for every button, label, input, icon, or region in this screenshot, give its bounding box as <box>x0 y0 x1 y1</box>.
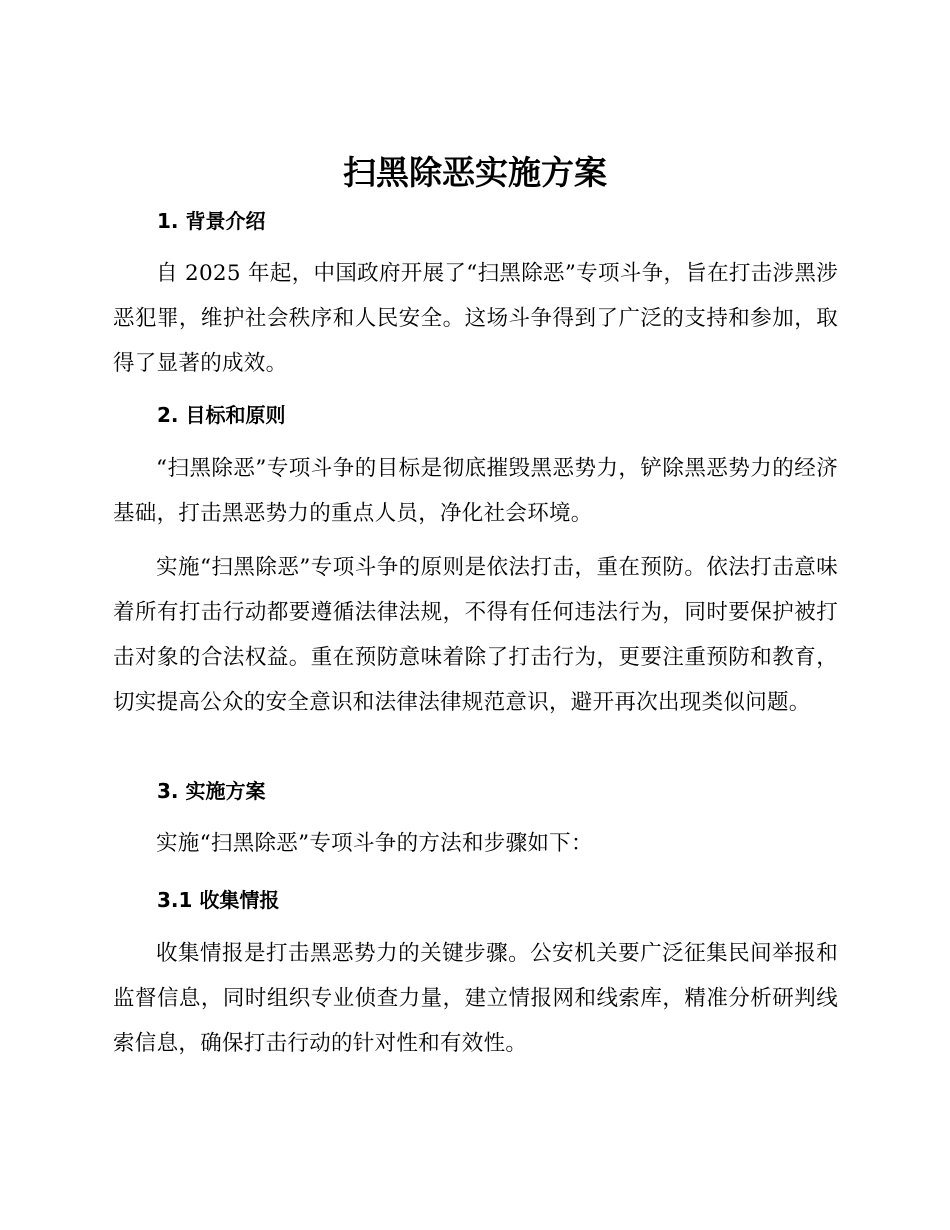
section-heading-background: 1. 背景介绍 <box>157 209 266 233</box>
document-title: 扫黑除恶实施方案 <box>343 153 607 192</box>
section-heading-plan: 3. 实施方案 <box>157 779 266 803</box>
paragraph-intelligence: 收集情报是打击黑恶势力的关键步骤。公安机关要广泛征集民间举报和监督信息，同时组织专业侦查力量，建立情报网和线索库，精准分析研判线索信息，确保打击行动的针对性和有效性。 <box>113 941 838 1056</box>
paragraph-plan-intro: 实施“扫黑除恶”专项斗争的方法和步骤如下： <box>156 831 593 856</box>
paragraph-principles: 实施“扫黑除恶”专项斗争的原则是依法打击，重在预防。依法打击意味着所有打击行动都要遵循法律法规，不得有任何违法行为，同时要保护被打击对象的合法权益。重在预防意味着除了打击行为，更要注重预防和教育，切实提高公众的安全意识和法律法律规范意识，避开再次出现类似问题。 <box>113 555 838 715</box>
paragraph-background: 自 2025 年起，中国政府开展了“扫黑除恶”专项斗争，旨在打击涉黑涉恶犯罪，维护社会秩序和人民安全。这场斗争得到了广泛的支持和参加，取得了显著的成效。 <box>113 261 838 376</box>
section-heading-intelligence: 3.1 收集情报 <box>157 888 280 912</box>
paragraph-goals: “扫黑除恶”专项斗争的目标是彻底摧毁黑恶势力，铲除黑恶势力的经济基础，打击黑恶势力的重点人员，净化社会环境。 <box>113 456 838 526</box>
section-heading-goals: 2. 目标和原则 <box>157 403 286 427</box>
